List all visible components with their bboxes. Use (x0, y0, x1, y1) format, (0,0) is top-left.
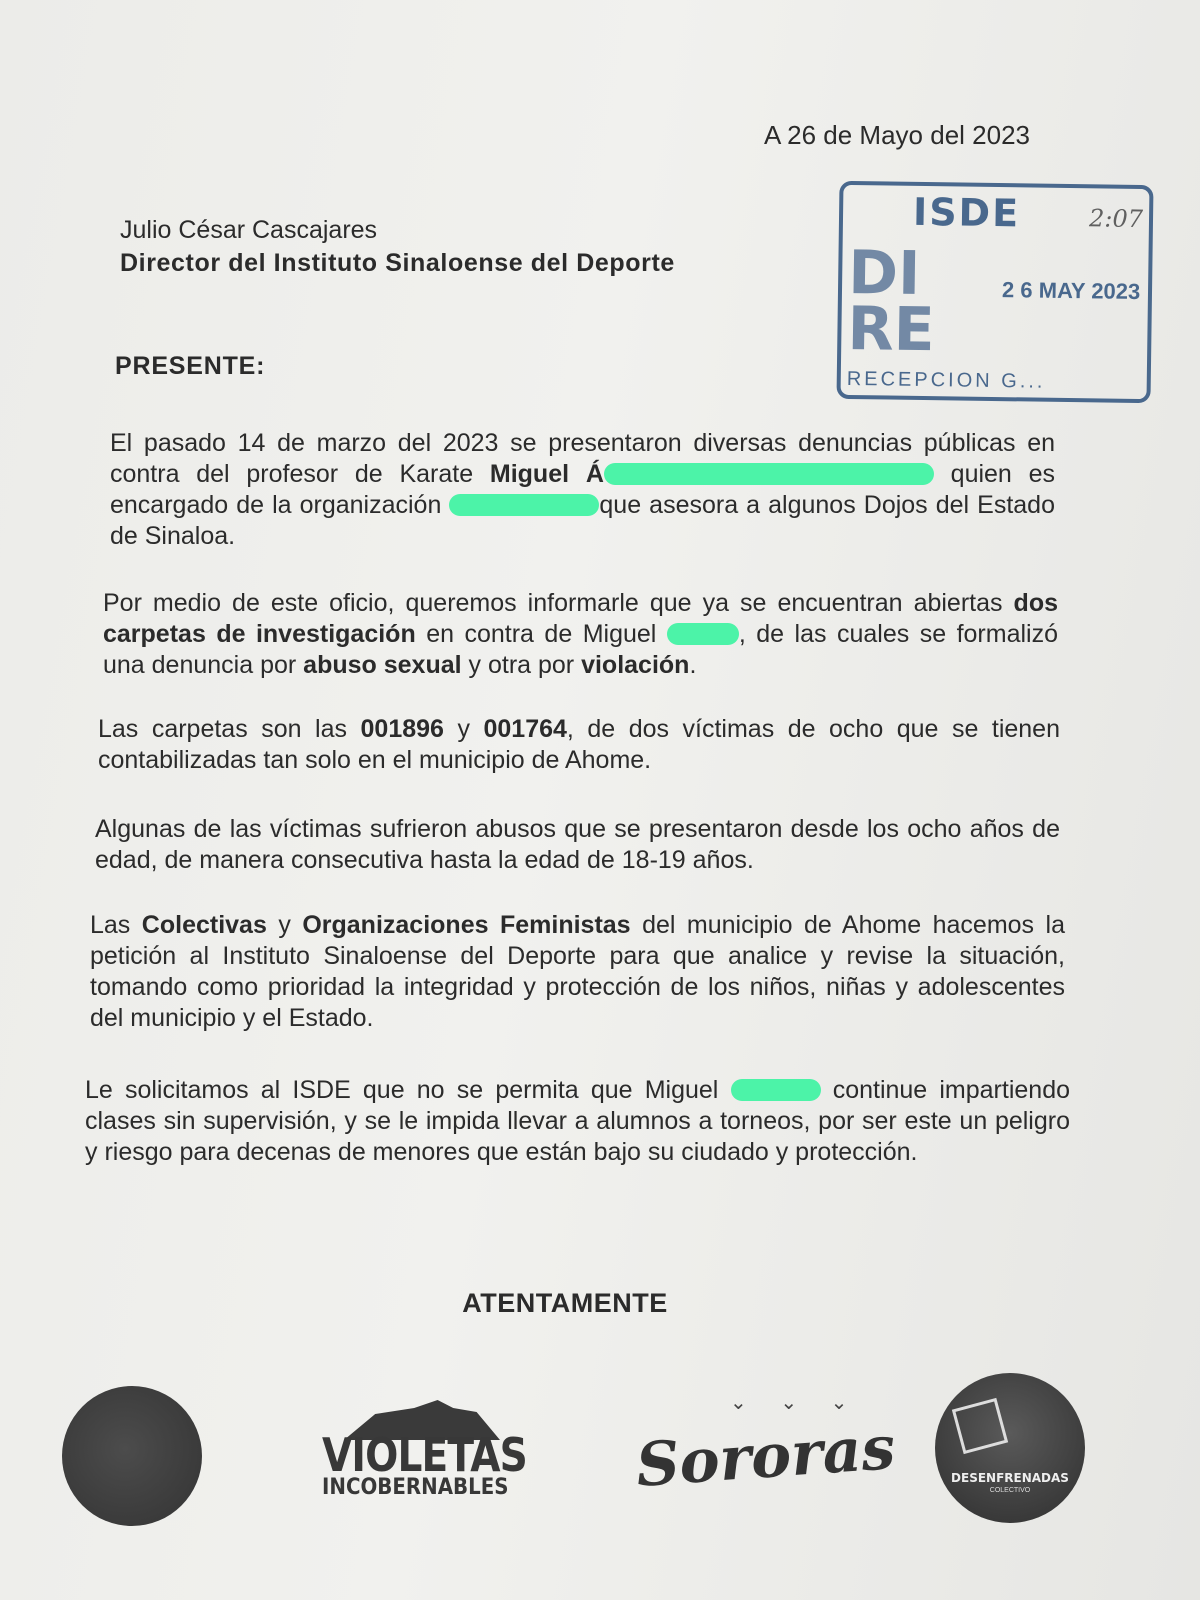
p1-name: Miguel Á (489, 460, 604, 488)
p2-bold-1: dos carpetas de investigación (103, 589, 1058, 648)
recipient-block (120, 214, 675, 280)
p6-text-a: Le solicitamos al ISDE que no se permita que Miguel (85, 1076, 731, 1104)
stamp-reception: RECEPCION G... (846, 367, 1046, 393)
p2-text-a: Por medio de este oficio, queremos informarle que ya se encuentran abiertas (103, 589, 1014, 617)
reception-stamp (836, 181, 1153, 403)
flag-icon (952, 1398, 1008, 1454)
paragraph-6 (85, 1075, 1070, 1168)
desenfrenadas-sub: COLECTIVO (989, 1487, 1031, 1494)
p6-text-b: continue impartiendo clases sin supervisión, y se le impida llevar a alumnos a torneos, por ser este un peligro y riesgo para decenas de menores que están bajo su ciudado y protección. (85, 1076, 1071, 1166)
letter-date: A 26 de Mayo del 2023 (764, 120, 1030, 150)
p5-text-a: Las (90, 911, 142, 939)
stamp-date: 2 6 MAY 2023 (1001, 277, 1141, 305)
violetas-logo-line2: INCOBERNABLES (322, 1475, 509, 1500)
p1-text-c: que asesora a algunos Dojos del Estado de Sinaloa. (110, 491, 1055, 550)
p3-text-a: Las carpetas son las (98, 715, 361, 743)
p3-case-number-1: 001896 (360, 715, 444, 743)
p3-text-c: , de dos víctimas de ocho que se tienen contabilizadas tan solo en el municipio de Ahome. (98, 715, 1060, 774)
p3-text-b: y (443, 715, 484, 743)
violetas-logo (322, 1400, 527, 1500)
p5-text-d: del municipio de Ahome hacemos la petición al Instituto Sinaloense del Deporte para que analice y revise la situación, tomando como prioridad la integridad y protección de los niños, niñas y adolescentes del municipio y el Estado. (90, 911, 1065, 1032)
recipient-title: Director del Instituto Sinaloense del Deporte (120, 249, 675, 277)
p2-text-d: , de las cuales se formalizó una denuncia por (103, 620, 1058, 679)
redaction-mark (449, 494, 599, 516)
stamp-org: ISDE (912, 189, 1021, 236)
p1-text-b: quien es encargado de la organización (110, 460, 1056, 519)
salutation: PRESENTE: (115, 352, 266, 380)
redaction-mark (731, 1079, 821, 1101)
p5-bold-1: Colectivas (141, 911, 267, 939)
p5-text-c: y (266, 911, 303, 939)
p5-bold-2: Organizaciones Feministas (302, 911, 631, 939)
paragraph-4: Algunas de las víctimas sufrieron abusos que se presentaron desde los ocho años de edad, de manera consecutiva hasta la edad de 18-19 años. (95, 815, 1060, 874)
violetas-logo-line1: VIOLETAS (322, 1428, 527, 1482)
desenfrenadas-logo (935, 1373, 1085, 1523)
p1-text-a: El pasado 14 de marzo del 2023 se presentaron diversas denuncias públicas en contra del profesor de Karate (110, 429, 1055, 488)
p2-text-f: . (689, 651, 697, 679)
paragraph-1 (110, 428, 1055, 552)
p2-text-e: y otra por (461, 651, 582, 679)
recipient-name: Julio César Cascajares (120, 216, 378, 244)
paragraph-3 (98, 714, 1060, 776)
paragraph-2 (103, 588, 1058, 681)
paragraph-5 (90, 910, 1065, 1034)
closing: ATENTAMENTE (462, 1288, 668, 1318)
sororas-logo: Sororas (633, 1413, 898, 1501)
desenfrenadas-label: DESENFRENADAS (951, 1471, 1069, 1485)
p3-case-number-2: 001764 (483, 715, 567, 743)
redaction-mark (604, 463, 934, 485)
birds-icon: ⌄ ⌄ ⌄ (730, 1392, 862, 1414)
stamp-handwritten-number: 2:07 (1088, 204, 1144, 234)
p2-bold-3: violación (581, 651, 690, 679)
stamp-letters: DI RE (846, 237, 936, 366)
p2-text-c: en contra de Miguel (415, 620, 667, 648)
p2-bold-2: abuso sexual (303, 651, 462, 679)
redaction-mark (667, 623, 739, 645)
collective-logo-circle (62, 1386, 202, 1526)
